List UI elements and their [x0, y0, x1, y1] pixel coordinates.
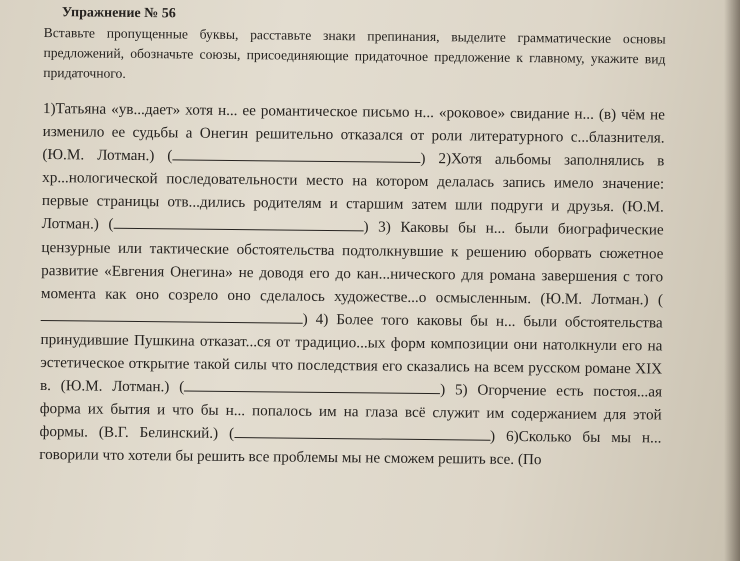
exercise-content [39, 4, 666, 488]
answer-blank-1[interactable] [172, 146, 420, 164]
sentence-2: 2)Хотя альбомы заполнялись в хр...нологической последовательности место на котором делалась запись имело значение: первые страницы отв...дились родителям и старшим затем шли подруги и друзья. (Ю.М. Лотман.) [41, 150, 665, 234]
close-bracket: ) [420, 150, 426, 168]
close-bracket: ) [302, 310, 308, 328]
answer-blank-5[interactable] [234, 423, 490, 441]
open-bracket: ( [657, 291, 664, 309]
exercise-title: Упражнение № 56 [61, 5, 176, 22]
sentence-5: 5) Огорчение есть постоя...ая форма их бытия и что бы н... попалось им на глаза всё служит им содержанием для этой формы. (В.Г. Белинский.) [39, 381, 663, 443]
answer-blank-4[interactable] [184, 377, 440, 395]
close-bracket: ) [363, 218, 369, 236]
answer-blank-3[interactable] [41, 306, 303, 324]
sentence-1: 1)Татьяна «ув...дает» хотя н... ее романтическое письмо н... «роковое» свидание н... (в) чём не изменило ее судьбы а Онегин решительно отказался от роли литературного с...блазнителя. (Ю.М. Лотман.) [42, 99, 665, 165]
open-bracket: ( [167, 147, 173, 165]
close-bracket: ) [489, 428, 496, 446]
sentence-4: 4) Более того каковы бы н... были обстоятельства принудившие Пушкина отказат...ся от традицио...ых форм композиции они натолкнули его на эстетическое открытие такой силы что последствия его сказались на всем русском романе XIX в. (Ю.М. Лотман.) [39, 310, 663, 396]
open-bracket: ( [108, 216, 114, 234]
open-bracket: ( [228, 425, 235, 443]
exercise-sentences [39, 97, 665, 473]
page-edge-shadow [724, 0, 740, 561]
close-bracket: ) [440, 381, 446, 399]
answer-blank-2[interactable] [113, 214, 363, 232]
exercise-task: Вставьте пропущенные буквы, расставьте знаки препинания, выделите грамматические основы предложений, обозначьте союзы, присоединяющие придаточное предложение к главному, укажите вид придаточного. [43, 24, 666, 81]
sentence-6: 6)Сколько бы мы н... говорили что хотели бы решить все проблемы мы не сможем решить все. (По [39, 428, 662, 469]
open-bracket: ( [179, 378, 185, 396]
sentence-3: 3) Каковы бы н... были биографические цензурные или тактические обстоятельства подтолкнувшие к решению оборвать сюжетное развитие «Евгения Онегина» не доводя его до кан...нического для романа завершения с того момента как оно созрело оно сделалось художестве...о осмысленным. (Ю.М. Лотман.) [40, 218, 664, 309]
